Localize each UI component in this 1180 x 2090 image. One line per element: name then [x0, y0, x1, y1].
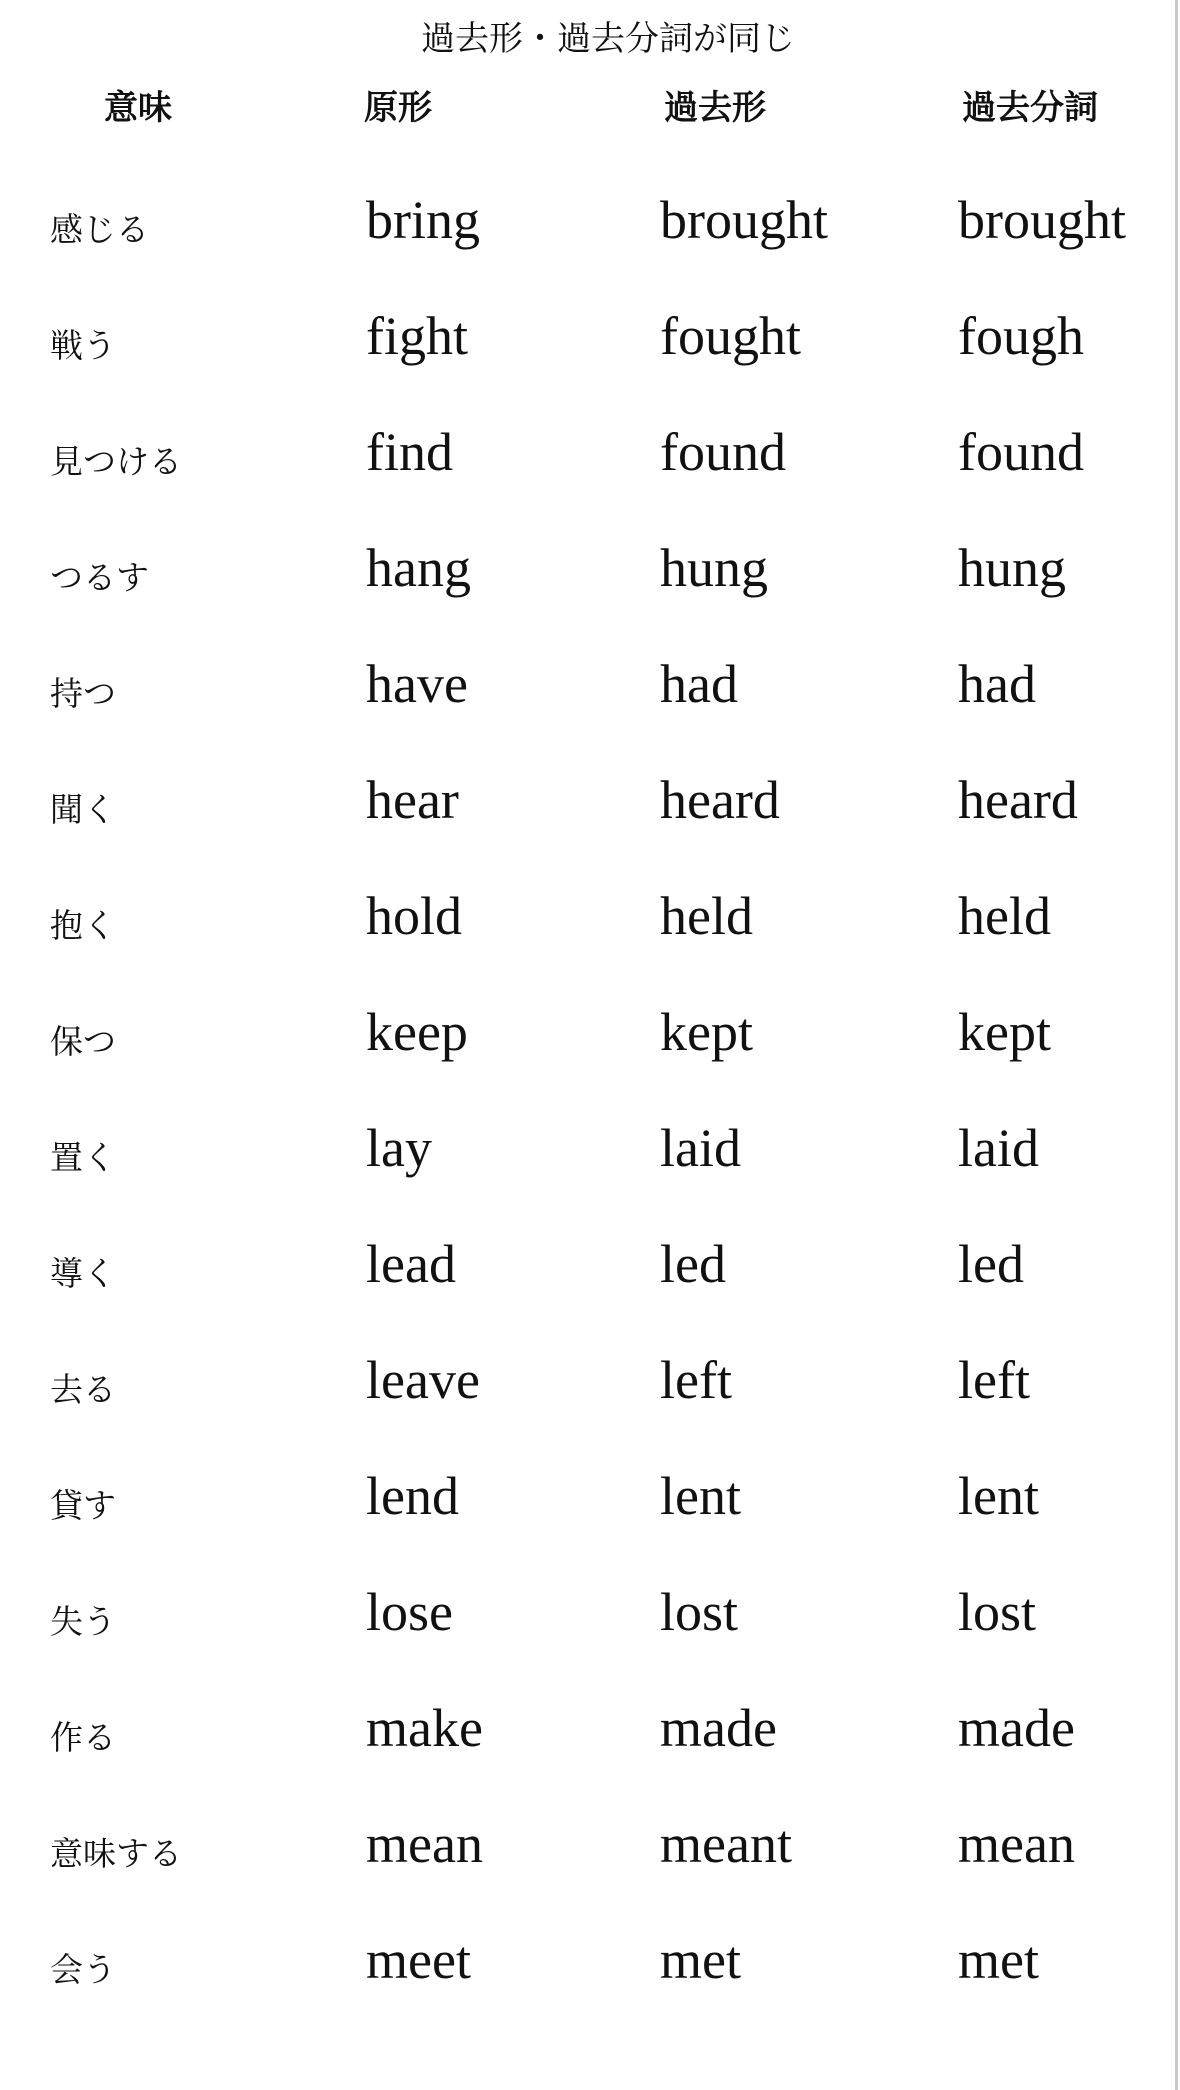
- meaning-cell: 意味する: [50, 1834, 182, 1873]
- table-row: [0, 170, 1180, 286]
- base-form-cell: lose: [366, 1582, 453, 1642]
- base-form-cell: lead: [366, 1234, 456, 1294]
- base-form-cell: lend: [366, 1466, 459, 1526]
- meaning-cell: 抱く: [50, 906, 116, 945]
- header-past-tense: 過去形: [664, 88, 766, 128]
- page-title: 過去形・過去分詞が同じ: [421, 19, 795, 59]
- past-tense-cell: held: [660, 886, 753, 946]
- past-tense-cell: meant: [660, 1814, 792, 1874]
- past-participle-cell: left: [958, 1350, 1030, 1410]
- meaning-cell: 貸す: [50, 1486, 116, 1525]
- base-form-cell: hold: [366, 886, 463, 946]
- past-tense-cell: had: [660, 654, 738, 714]
- past-participle-cell: laid: [958, 1118, 1039, 1178]
- past-tense-cell: heard: [660, 770, 780, 830]
- past-tense-cell: made: [660, 1698, 777, 1758]
- meaning-cell: 保つ: [50, 1022, 116, 1061]
- table-row: [0, 750, 1180, 866]
- past-participle-cell: heard: [958, 770, 1078, 830]
- table-row: [0, 634, 1180, 750]
- table-row: [0, 1562, 1180, 1678]
- table-row: [0, 982, 1180, 1098]
- past-tense-cell: laid: [660, 1118, 741, 1178]
- past-tense-cell: found: [660, 422, 786, 482]
- past-tense-cell: hung: [660, 538, 768, 598]
- past-participle-cell: met: [958, 1930, 1039, 1990]
- base-form-cell: hear: [366, 770, 459, 830]
- past-tense-cell: fought: [660, 306, 801, 366]
- base-form-cell: leave: [366, 1350, 480, 1410]
- base-form-cell: have: [366, 654, 468, 714]
- past-tense-cell: lent: [660, 1466, 741, 1526]
- past-participle-cell: brought: [958, 190, 1126, 250]
- table-row: [0, 286, 1180, 402]
- table-row: [0, 866, 1180, 982]
- base-form-cell: meet: [366, 1930, 471, 1990]
- header-past-participle: 過去分詞: [962, 88, 1098, 128]
- past-tense-cell: met: [660, 1930, 741, 1990]
- past-tense-cell: kept: [660, 1002, 753, 1062]
- meaning-cell: つるす: [50, 558, 149, 597]
- table-row: [0, 1446, 1180, 1562]
- table-row: [0, 402, 1180, 518]
- past-tense-cell: led: [660, 1234, 726, 1294]
- table-row: [0, 1214, 1180, 1330]
- table-row: [0, 1910, 1180, 2026]
- meaning-cell: 戦う: [50, 326, 116, 365]
- meaning-cell: 見つける: [50, 442, 182, 481]
- past-participle-cell: kept: [958, 1002, 1051, 1062]
- past-tense-cell: brought: [660, 190, 828, 250]
- table-row: [0, 1098, 1180, 1214]
- base-form-cell: keep: [366, 1002, 468, 1062]
- base-form-cell: hang: [366, 538, 471, 598]
- base-form-cell: make: [366, 1698, 483, 1758]
- meaning-cell: 去る: [50, 1370, 116, 1409]
- past-participle-cell: found: [958, 422, 1084, 482]
- base-form-cell: lay: [366, 1118, 432, 1178]
- past-participle-cell: had: [958, 654, 1036, 714]
- meaning-cell: 導く: [50, 1254, 116, 1293]
- past-participle-cell: made: [958, 1698, 1075, 1758]
- header-meaning: 意味: [104, 88, 172, 128]
- base-form-cell: bring: [366, 190, 480, 250]
- base-form-cell: find: [366, 422, 453, 482]
- verb-table: [0, 170, 1180, 2026]
- table-row: [0, 1330, 1180, 1446]
- past-participle-cell: hung: [958, 538, 1066, 598]
- table-row: [0, 518, 1180, 634]
- meaning-cell: 置く: [50, 1138, 116, 1177]
- past-tense-cell: lost: [660, 1582, 739, 1642]
- past-participle-cell: mean: [958, 1814, 1075, 1874]
- past-participle-cell: held: [958, 886, 1051, 946]
- base-form-cell: mean: [366, 1814, 483, 1874]
- base-form-cell: fight: [366, 306, 468, 366]
- meaning-cell: 会う: [50, 1950, 116, 1989]
- meaning-cell: 聞く: [50, 790, 116, 829]
- meaning-cell: 感じる: [50, 210, 149, 249]
- past-participle-cell: fough: [958, 306, 1084, 366]
- past-tense-cell: left: [660, 1350, 732, 1410]
- past-participle-cell: led: [958, 1234, 1024, 1294]
- meaning-cell: 作る: [50, 1718, 116, 1757]
- header-base-form: 原形: [364, 88, 432, 128]
- meaning-cell: 失う: [50, 1602, 116, 1641]
- table-row: [0, 1678, 1180, 1794]
- meaning-cell: 持つ: [50, 674, 116, 713]
- table-row: [0, 1794, 1180, 1910]
- past-participle-cell: lent: [958, 1466, 1039, 1526]
- past-participle-cell: lost: [958, 1582, 1037, 1642]
